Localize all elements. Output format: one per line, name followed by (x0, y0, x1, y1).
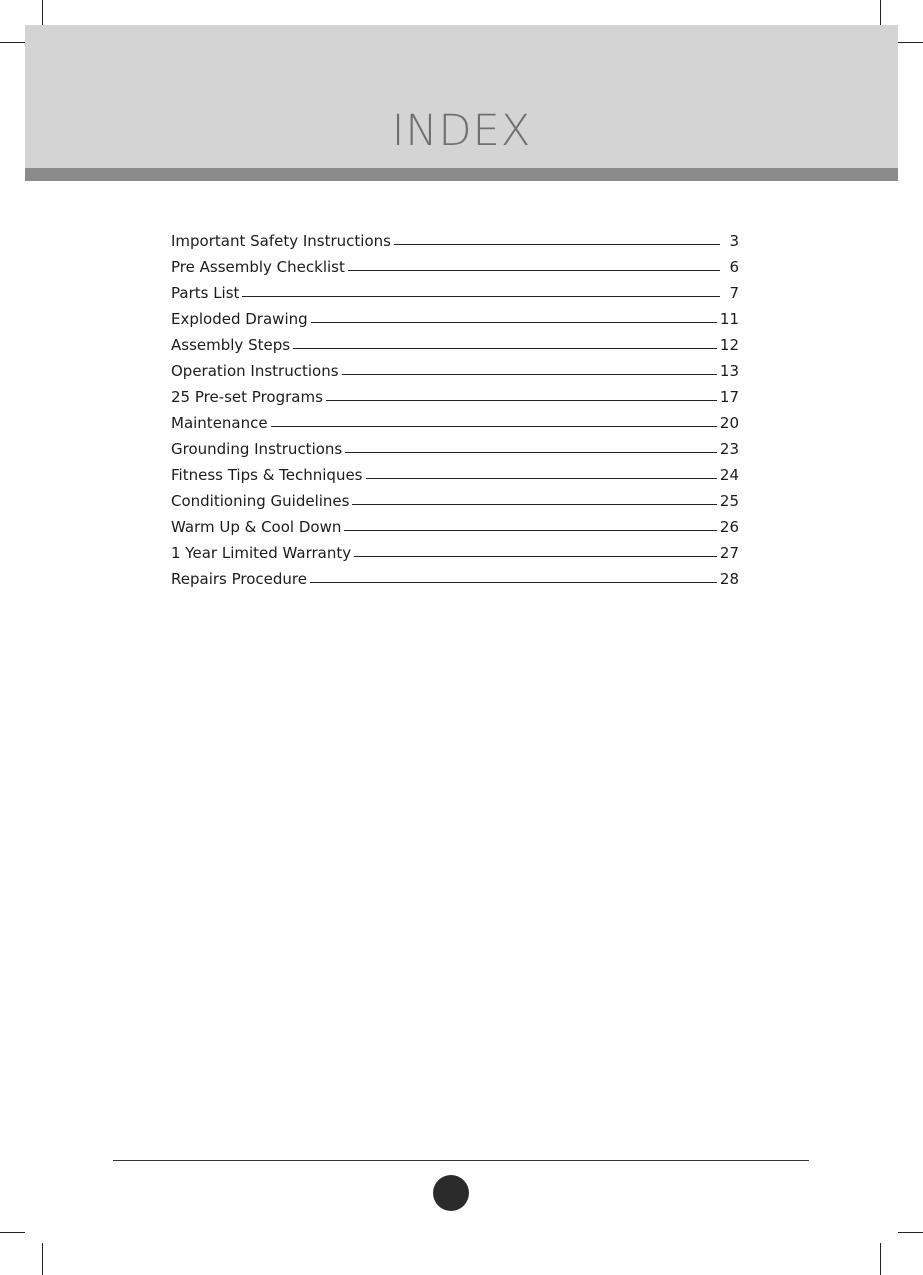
toc-page-number: 12 (719, 336, 739, 354)
toc-leader-line (348, 269, 720, 271)
toc-row[interactable] (171, 328, 739, 354)
toc-leader-line (293, 347, 717, 349)
table-of-contents (171, 224, 739, 588)
toc-page-number: 23 (719, 440, 739, 458)
toc-page-number: 17 (719, 388, 739, 406)
footer-rule (113, 1160, 809, 1161)
toc-label: Important Safety Instructions (171, 232, 391, 250)
toc-label: Repairs Procedure (171, 570, 307, 588)
toc-label: 1 Year Limited Warranty (171, 544, 352, 562)
toc-row[interactable] (171, 380, 739, 406)
toc-label: Warm Up & Cool Down (171, 518, 342, 536)
page-title: INDEX (391, 106, 532, 156)
toc-row[interactable] (171, 432, 739, 458)
crop-mark-bottom-left-v (42, 1243, 43, 1275)
toc-label: Assembly Steps (171, 336, 291, 354)
toc-label: Conditioning Guidelines (171, 492, 350, 510)
toc-leader-line (394, 243, 720, 245)
toc-label: Fitness Tips & Techniques (171, 466, 363, 484)
toc-page-number: 25 (719, 492, 739, 510)
toc-page-number: 20 (719, 414, 739, 432)
toc-row[interactable] (171, 354, 739, 380)
crop-mark-top-right-h (898, 42, 923, 43)
crop-mark-bottom-left-h (0, 1232, 25, 1233)
toc-page-number: 27 (719, 544, 739, 562)
toc-label: Maintenance (171, 414, 268, 432)
toc-leader-line (271, 425, 717, 427)
toc-label: Parts List (171, 284, 240, 302)
header-strip (25, 168, 898, 181)
toc-page-number: 13 (719, 362, 739, 380)
toc-page-number: 28 (719, 570, 739, 588)
crop-mark-bottom-right-h (898, 1232, 923, 1233)
toc-page-number: 26 (719, 518, 739, 536)
toc-leader-line (366, 477, 717, 479)
toc-leader-line (311, 321, 717, 323)
toc-page-number: 24 (719, 466, 739, 484)
page-number-circle (433, 1175, 469, 1211)
toc-row[interactable] (171, 484, 739, 510)
crop-mark-top-left-h (0, 42, 25, 43)
toc-label: Pre Assembly Checklist (171, 258, 345, 276)
crop-mark-bottom-right-v (880, 1243, 881, 1275)
toc-leader-line (354, 555, 717, 557)
toc-row[interactable] (171, 562, 739, 588)
toc-label: 25 Pre-set Programs (171, 388, 323, 406)
toc-row[interactable] (171, 302, 739, 328)
toc-label: Operation Instructions (171, 362, 339, 380)
toc-row[interactable] (171, 458, 739, 484)
toc-leader-line (344, 529, 717, 531)
toc-row[interactable] (171, 276, 739, 302)
toc-row[interactable] (171, 536, 739, 562)
toc-label: Exploded Drawing (171, 310, 308, 328)
toc-row[interactable] (171, 510, 739, 536)
toc-leader-line (242, 295, 720, 297)
toc-page-number: 6 (729, 258, 739, 276)
toc-row[interactable] (171, 250, 739, 276)
toc-row[interactable] (171, 224, 739, 250)
toc-page-number: 3 (729, 232, 739, 250)
toc-leader-line (345, 451, 717, 453)
toc-page-number: 11 (719, 310, 739, 328)
toc-label: Grounding Instructions (171, 440, 343, 458)
toc-page-number: 7 (729, 284, 739, 302)
toc-leader-line (342, 373, 717, 375)
toc-leader-line (352, 503, 716, 505)
toc-leader-line (326, 399, 717, 401)
toc-row[interactable] (171, 406, 739, 432)
toc-leader-line (310, 581, 717, 583)
